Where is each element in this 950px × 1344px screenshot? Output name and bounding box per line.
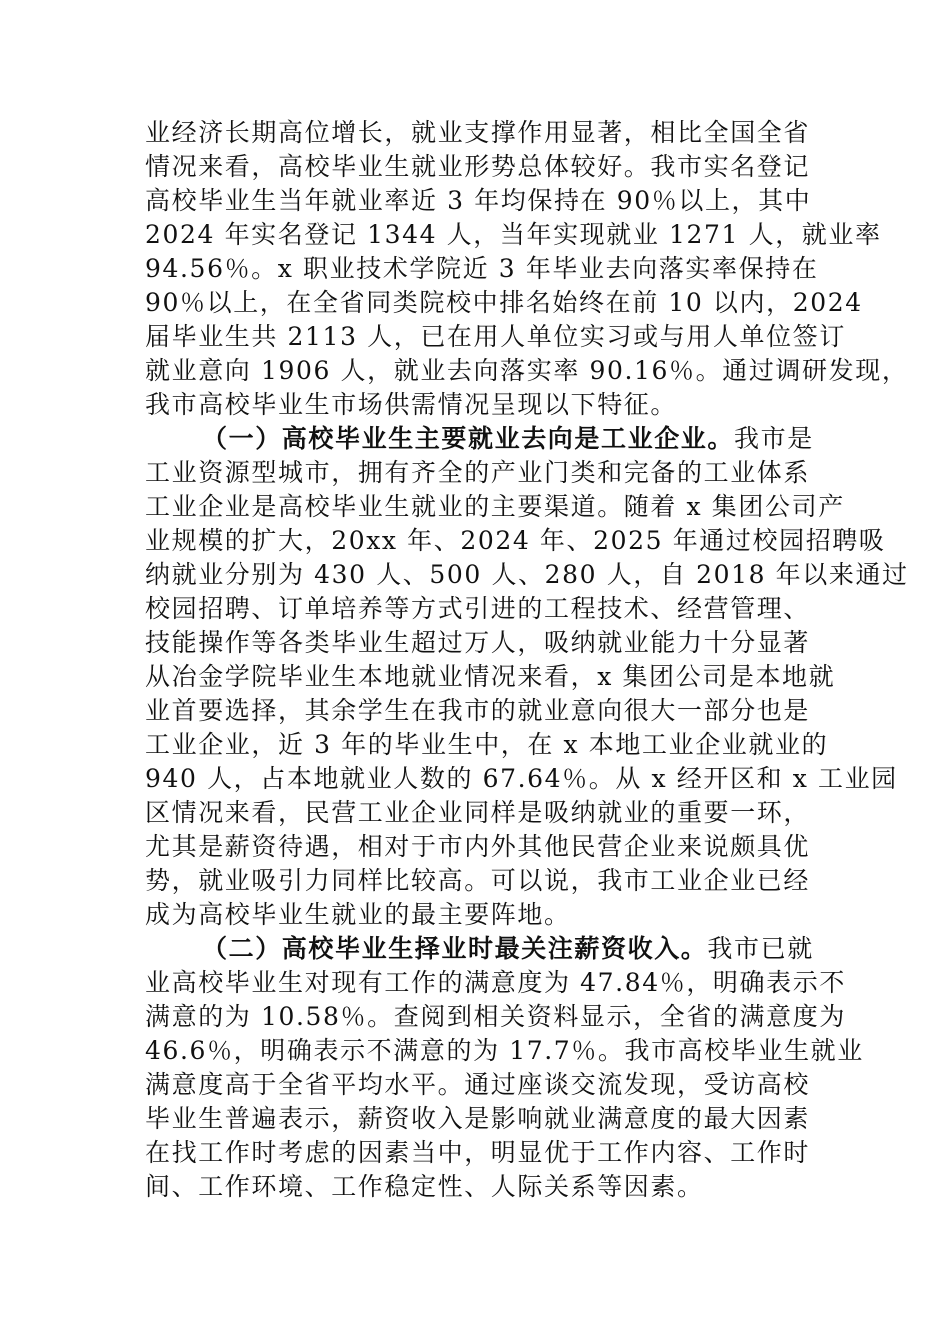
text-line: 情况来看，高校毕业生就业形势总体较好。我市实名登记 xyxy=(145,152,811,181)
paragraph-intro xyxy=(145,116,909,422)
text-line: 业经济长期高位增长，就业支撑作用显著，相比全国全省 xyxy=(145,118,811,147)
section-one-heading: （一）高校毕业生主要就业去向是工业企业。 xyxy=(202,424,735,453)
section-two-heading: （二）高校毕业生择业时最关注薪资收入。 xyxy=(202,934,708,963)
text-line: 工业企业是高校毕业生就业的主要渠道。随着 x 集团公司产 xyxy=(145,492,845,521)
text-line: 工业企业，近 3 年的毕业生中，在 x 本地工业企业就业的 xyxy=(145,730,829,759)
text-line: 94.56％。x 职业技术学院近 3 年毕业去向落实率保持在 xyxy=(145,254,819,283)
text-line: 2024 年实名登记 1344 人，当年实现就业 1271 人，就业率 xyxy=(145,220,882,249)
section-two-first-line xyxy=(145,932,815,966)
section-two-paragraph xyxy=(145,932,864,1204)
section-one-first-line-rest: 我市是 xyxy=(734,424,814,453)
text-line: 尤其是薪资待遇，相对于市内外其他民营企业来说颇具优 xyxy=(145,832,811,861)
text-line: 从冶金学院毕业生本地就业情况来看，x 集团公司是本地就 xyxy=(145,662,836,691)
text-line: 工业资源型城市，拥有齐全的产业门类和完备的工业体系 xyxy=(145,458,811,487)
section-two-first-line-rest: 我市已就 xyxy=(707,934,814,963)
section-one-first-line xyxy=(145,422,815,456)
text-line: 46.6％，明确表示不满意的为 17.7％。我市高校毕业生就业 xyxy=(145,1036,864,1065)
text-line: 间、工作环境、工作稳定性、人际关系等因素。 xyxy=(145,1172,704,1201)
text-line: 940 人，占本地就业人数的 67.64％。从 x 经开区和 x 工业园 xyxy=(145,764,898,793)
text-line: 成为高校毕业生就业的最主要阵地。 xyxy=(145,900,571,929)
text-line: 业首要选择，其余学生在我市的就业意向很大一部分也是 xyxy=(145,696,811,725)
text-line: 满意的为 10.58％。查阅到相关资料显示，全省的满意度为 xyxy=(145,1002,846,1031)
text-line: 届毕业生共 2113 人，已在用人单位实习或与用人单位签订 xyxy=(145,322,846,351)
text-line: 90％以上，在全省同类院校中排名始终在前 10 以内，2024 xyxy=(145,288,863,317)
text-line: 业高校毕业生对现有工作的满意度为 47.84％，明确表示不 xyxy=(145,968,846,997)
text-line: 区情况来看，民营工业企业同样是吸纳就业的重要一环， xyxy=(145,798,811,827)
document-body xyxy=(145,116,909,1204)
text-line: 业规模的扩大，20xx 年、2024 年、2025 年通过校园招聘吸 xyxy=(145,526,886,555)
text-line: 毕业生普遍表示，薪资收入是影响就业满意度的最大因素 xyxy=(145,1104,811,1133)
section-one-paragraph xyxy=(145,422,909,932)
text-line: 纳就业分别为 430 人、500 人、280 人，自 2018 年以来通过 xyxy=(145,560,909,589)
text-line: 势，就业吸引力同样比较高。可以说，我市工业企业已经 xyxy=(145,866,811,895)
text-line: 就业意向 1906 人，就业去向落实率 90.16％。通过调研发现， xyxy=(145,356,909,385)
text-line: 我市高校毕业生市场供需情况呈现以下特征。 xyxy=(145,390,678,419)
text-line: 高校毕业生当年就业率近 3 年均保持在 90％以上，其中 xyxy=(145,186,812,215)
text-line: 在找工作时考虑的因素当中，明显优于工作内容、工作时 xyxy=(145,1138,811,1167)
text-line: 校园招聘、订单培养等方式引进的工程技术、经营管理、 xyxy=(145,594,811,623)
text-line: 满意度高于全省平均水平。通过座谈交流发现，受访高校 xyxy=(145,1070,811,1099)
text-line: 技能操作等各类毕业生超过万人，吸纳就业能力十分显著 xyxy=(145,628,811,657)
